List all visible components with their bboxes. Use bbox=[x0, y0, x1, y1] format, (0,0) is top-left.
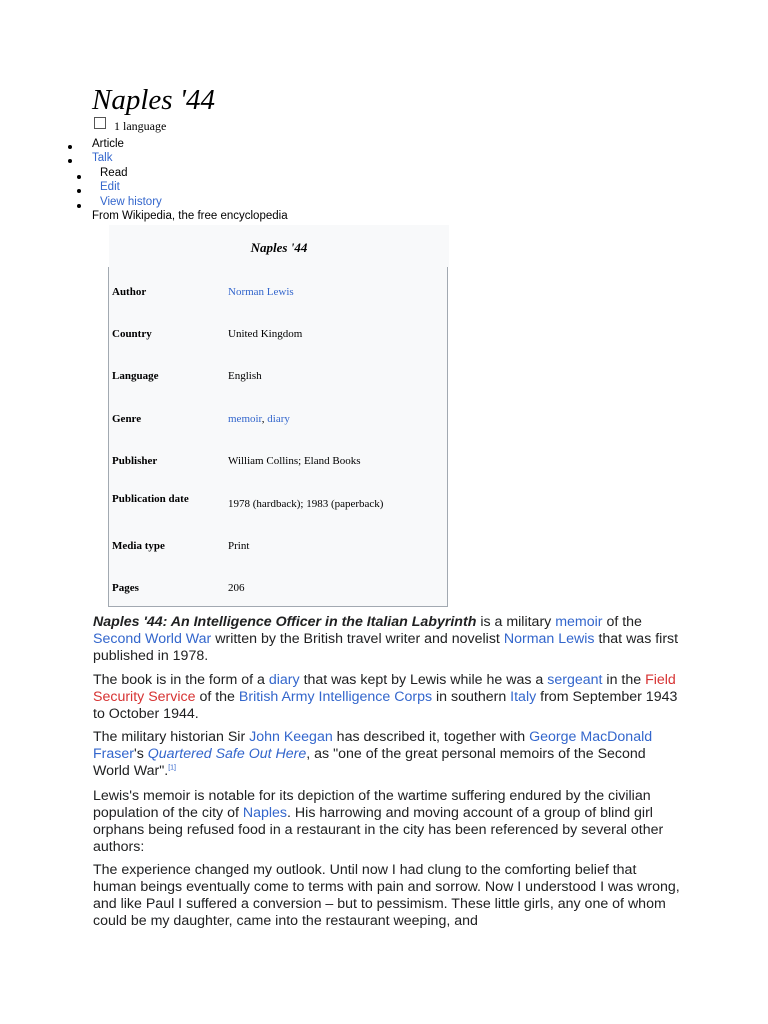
text: The military historian Sir bbox=[93, 729, 250, 745]
site-tagline: From Wikipedia, the free encyclopedia bbox=[92, 210, 288, 222]
infobox-value-genre bbox=[228, 413, 290, 425]
text: . His harrowing and moving account of a group of blind girl orphans being refused food in a restaurant in the city has been referenced by several other authors: bbox=[93, 805, 664, 855]
tab-article[interactable]: Article bbox=[92, 138, 124, 150]
link-field-security-service[interactable]: Field Security Service bbox=[93, 672, 676, 705]
language-count[interactable]: 1 language bbox=[114, 119, 167, 133]
infobox-value-media-type: Print bbox=[228, 540, 250, 552]
bullet-icon bbox=[68, 159, 72, 163]
bullet-icon bbox=[77, 189, 81, 193]
link-italy[interactable]: Italy bbox=[510, 689, 537, 705]
text: in the bbox=[602, 672, 646, 688]
infobox-label-author: Author bbox=[112, 286, 147, 298]
text: 's bbox=[134, 746, 148, 762]
infobox-value-publisher: William Collins; Eland Books bbox=[228, 455, 361, 467]
infobox-label-media-type: Media type bbox=[112, 540, 165, 552]
genre-separator: , bbox=[261, 413, 268, 425]
text: that was first published in 1978. bbox=[93, 631, 679, 664]
reference-link[interactable]: [1] bbox=[168, 764, 176, 772]
text: The book is in the form of a bbox=[93, 672, 269, 688]
book-full-title: Naples '44: An Intelligence Officer in the Italian Labyrinth bbox=[93, 614, 477, 630]
text: of the bbox=[602, 614, 642, 630]
paragraph-notable bbox=[93, 788, 683, 856]
language-selector[interactable] bbox=[94, 119, 166, 134]
page-title: Naples '44 bbox=[92, 84, 216, 116]
bullet-icon bbox=[77, 175, 81, 179]
tab-talk[interactable]: Talk bbox=[92, 152, 113, 164]
infobox-value-language: English bbox=[228, 370, 262, 382]
link-memoir[interactable]: memoir bbox=[555, 614, 603, 630]
text: from September 1943 to October 1944. bbox=[93, 689, 678, 722]
text: that was kept by Lewis while he was a bbox=[299, 672, 548, 688]
text: in southern bbox=[432, 689, 511, 705]
text: written by the British travel writer and novelist bbox=[211, 631, 504, 647]
tab-view-history[interactable]: View history bbox=[100, 196, 162, 208]
paragraph-intro bbox=[93, 614, 683, 665]
infobox-value-author[interactable]: Norman Lewis bbox=[228, 286, 294, 298]
link-norman-lewis[interactable]: Norman Lewis bbox=[503, 631, 595, 647]
language-checkbox-icon[interactable] bbox=[94, 117, 106, 129]
link-quartered-safe-out-here[interactable]: Quartered Safe Out Here bbox=[147, 746, 307, 762]
text: is a military bbox=[476, 614, 556, 630]
infobox-value-publication-date: 1978 (hardback); 1983 (paperback) bbox=[228, 498, 384, 510]
infobox-caption: Naples '44 bbox=[109, 225, 449, 267]
infobox-value-pages: 206 bbox=[228, 582, 245, 594]
link-british-army-intelligence-corps[interactable]: British Army Intelligence Corps bbox=[238, 689, 433, 705]
infobox-label-language: Language bbox=[112, 370, 159, 382]
bullet-icon bbox=[77, 204, 81, 208]
text: , as "one of the great personal memoirs of the Second World War". bbox=[93, 746, 646, 779]
infobox-label-publication-date: Publication date bbox=[112, 493, 189, 505]
link-diary[interactable]: diary bbox=[268, 672, 300, 688]
link-naples[interactable]: Naples bbox=[242, 805, 288, 821]
paragraph-diary bbox=[93, 672, 683, 723]
infobox-label-publisher: Publisher bbox=[112, 455, 158, 467]
link-second-world-war[interactable]: Second World War bbox=[93, 631, 212, 647]
text: of the bbox=[195, 689, 239, 705]
tab-edit[interactable]: Edit bbox=[100, 181, 120, 193]
infobox-label-pages: Pages bbox=[112, 582, 139, 594]
genre-link-memoir[interactable]: memoir bbox=[228, 413, 262, 425]
infobox bbox=[108, 267, 448, 607]
bullet-icon bbox=[68, 145, 72, 149]
tab-read[interactable]: Read bbox=[100, 167, 128, 179]
infobox-label-genre: Genre bbox=[112, 413, 142, 425]
paragraph-keegan bbox=[93, 729, 683, 780]
text: has described it, together with bbox=[332, 729, 530, 745]
infobox-value-country: United Kingdom bbox=[228, 328, 303, 340]
infobox-label-country: Country bbox=[112, 328, 152, 340]
link-john-keegan[interactable]: John Keegan bbox=[249, 729, 333, 745]
text: Lewis's memoir is notable for its depiction of the wartime suffering endured by the civilian population of the city of bbox=[93, 788, 651, 821]
blockquote: The experience changed my outlook. Until now I had clung to the comforting belief that human beings eventually come to terms with pain and sorrow. Now I understood I was wrong, and like Paul I suffered a conversion – but to pessimism. These little girls, any one of whom could be my daughter, came into the restaurant weeping, and bbox=[93, 862, 680, 929]
genre-link-diary[interactable]: diary bbox=[267, 413, 290, 425]
link-george-macdonald-fraser[interactable]: George MacDonald Fraser bbox=[93, 729, 653, 762]
link-sergeant[interactable]: sergeant bbox=[547, 672, 603, 688]
